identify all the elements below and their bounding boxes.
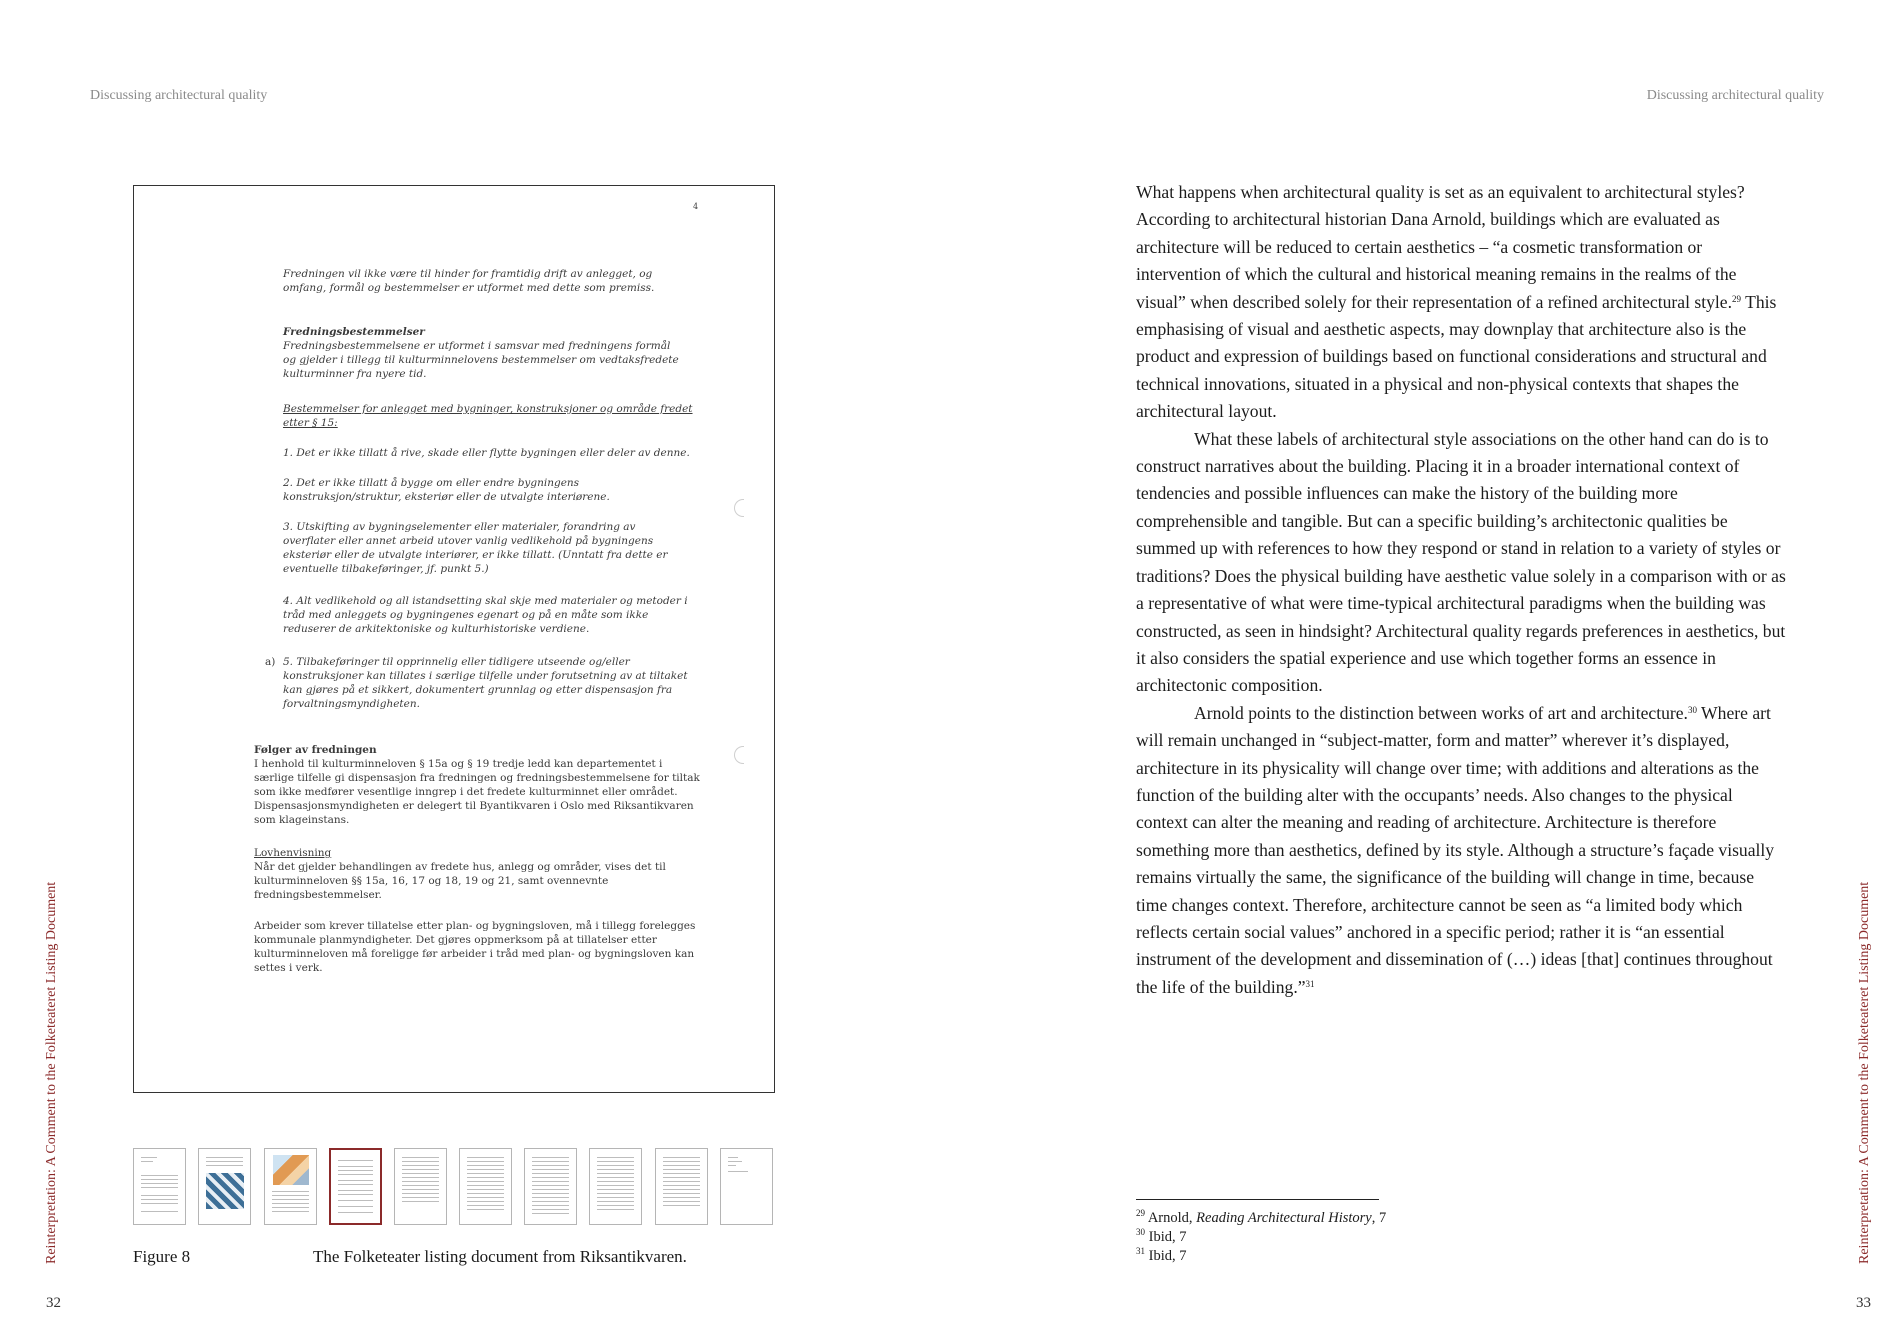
scan-punch-hole: [734, 499, 744, 517]
page-number-right: 33: [1856, 1295, 1871, 1311]
side-title-left: Reinterpretation: A Comment to the Folketeateret Listing Document: [44, 881, 59, 1264]
figure-label: Figure 8: [133, 1247, 191, 1266]
footnote-ref-30[interactable]: 30: [1687, 704, 1697, 715]
scan-item-5: 5. Tilbakeføringer til opprinnelig eller tidligere utseende og/eller konstruksjoner kan tillates i særlige tilfelle under forutsetning av at tiltaket kan gjøres på et sikkert, dokumentert grunnlag og etter dispensasjon fra forvaltningsmyndigheten.: [283, 656, 688, 710]
scan-paragraph-1: Fredningsbestemmelsene er utformet i samsvar med fredningens formål og gjelder i tillegg til kulturminnelovens bestemmelser om vedtaksfredete kulturminner fra nyere tid.: [283, 340, 679, 380]
footnote-31: $^{31}$ Ibid, 7: [1136, 1246, 1187, 1264]
scan-heading-lovhenvisning: Lovhenvisning: [254, 847, 332, 859]
page-number-left: 32: [46, 1295, 61, 1311]
thumbnail-page-8[interactable]: [589, 1148, 642, 1225]
thumbnail-page-9[interactable]: [655, 1148, 708, 1225]
footnote-rule: [1136, 1199, 1379, 1200]
scan-item-5-marker: a): [265, 656, 276, 668]
scan-heading-bestemmelser: Bestemmelser for anlegget med bygninger, konstruksjoner og område fredet etter § 15:: [283, 403, 693, 429]
thumbnail-plan-image: [273, 1155, 309, 1185]
scan-paragraph-5: Arbeider som krever tillatelse etter plan- og bygningsloven, må i tillegg forelegges kommunale planmyndigheter. Det gjøres oppmerksom på at tillatelser etter kulturminneloven må foreligge før arbeider i tråd med plan- og bygningsloven kan settes i verk.: [254, 920, 696, 974]
thumbnail-page-3[interactable]: [264, 1148, 317, 1225]
scan-page-number: 4: [693, 202, 699, 211]
running-head-left: Discussing architectural quality: [90, 88, 268, 103]
body-text: [1136, 179, 1786, 1001]
scan-paragraph-3: I henhold til kulturminneloven § 15a og § 19 tredje ledd kan departementet i særlige tilfelle gi dispensasjon fra fredningen og fredningsbestemmelsene for tiltak som ikke medfører vesentlige inngrep i det fredete kulturminnet eller området. Dispensasjonsmyndigheten er delegert til Byantikvaren i Oslo med Riksantikvaren som klageinstans.: [254, 758, 700, 826]
scan-punch-hole: [734, 746, 744, 764]
paragraph-1: What happens when architectural quality is set as an equivalent to architectural styles? According to architectural historian Dana Arnold, buildings which are evaluated as architecture will be reduced to certain aesthetics – “a cosmetic transformation or intervention of which the cultural and historical meaning remains in the realms of the visual” when described solely for their representation of a refined architectural style.$^{29}$ This emphasising of visual and aesthetic aspects, may downplay that architecture also is the product and expression of buildings based on functional considerations and structural and technical innovations, situated in a physical and non-physical contexts that shapes the architectural layout.: [1136, 182, 1777, 422]
thumbnail-page-4-selected[interactable]: [329, 1148, 382, 1225]
thumbnail-page-10[interactable]: [720, 1148, 773, 1225]
scan-item-1: 1. Det er ikke tillatt å rive, skade eller flytte bygningen eller deler av denne.: [283, 447, 690, 459]
running-head-right: Discussing architectural quality: [1646, 88, 1824, 103]
listing-document-scan: [133, 185, 775, 1093]
scan-item-3: 3. Utskifting av bygningselementer eller materialer, forandring av overflater eller annet arbeid utover vanlig vedlikehold på bygningens eksteriør eller de utvalgte interiører, er ikke tillatt. (Unntatt fra dette er eventuelle tilbakeføringer, jf. punkt 5.): [283, 521, 668, 575]
thumbnail-page-5[interactable]: [394, 1148, 447, 1225]
footnote-29: $^{29}$ Arnold, Reading Architectural History, 7: [1136, 1208, 1387, 1226]
scan-paragraph-4: Når det gjelder behandlingen av fredete hus, anlegg og områder, vises det til kulturminneloven §§ 15a, 16, 17 og 18, 19 og 21, samt ovennevnte fredningsbestemmelser.: [254, 861, 666, 901]
thumbnail-page-2[interactable]: [198, 1148, 251, 1225]
paragraph-3: Arnold points to the distinction between works of art and architecture.$^{30}$ Where art will remain unchanged in “subject-matter, form and matter” wherever it’s displayed, architecture in its physicality will change over time; with additions and alterations as the function of the building alter with the occupants’ needs. Also changes to the physical context can alter the meaning and reading of architecture. Architecture is therefore something more than aesthetics, defined by its style. Although a structure’s façade visually remains virtually the same, the significance of the building will change in time, because time changes context. Therefore, architecture cannot be seen as “a limited body which reflects certain social values” anchored in a specific period; rather it is “an essential instrument of the development and dissemination of (…) ideas [that] continues throughout the life of the building.”$^{31}$: [1136, 702, 1775, 997]
footnote-ref-31[interactable]: 31: [1305, 978, 1315, 989]
scan-intro: Fredningen vil ikke være til hinder for framtidig drift av anlegget, og omfang, formål og bestemmelser er utformet med dette som premiss.: [283, 268, 655, 294]
thumbnail-page-6[interactable]: [459, 1148, 512, 1225]
scan-heading-fredningsbestemmelser: Fredningsbestemmelser: [283, 326, 425, 338]
scan-heading-folger: Følger av fredningen: [254, 744, 377, 756]
side-title-right: Reinterpretation: A Comment to the Folketeateret Listing Document: [1857, 881, 1872, 1264]
scan-item-2: 2. Det er ikke tillatt å bygge om eller endre bygningens konstruksjon/struktur, eksteriør eller de utvalgte interiørene.: [283, 477, 610, 503]
footnote-30: $^{30}$ Ibid, 7: [1136, 1227, 1187, 1245]
footnote-ref-29[interactable]: 29: [1732, 293, 1741, 304]
thumbnail-map-image: [206, 1173, 244, 1209]
thumbnail-page-1[interactable]: [133, 1148, 186, 1225]
figure-caption: The Folketeater listing document from Riksantikvaren.: [313, 1247, 687, 1266]
scan-item-4: 4. Alt vedlikehold og all istandsetting skal skje med materialer og metoder i tråd med anleggets og bygningenes egenart og på en måte som ikke reduserer de arkitektoniske og kulturhistoriske verdiene.: [283, 595, 688, 635]
thumbnail-page-7[interactable]: [524, 1148, 577, 1225]
paragraph-2: What these labels of architectural style associations on the other hand can do is to construct narratives about the building. Placing it in a broader international context of tendencies and possible influences can make the history of the building more comprehensible and tangible. But can a specific building’s architectonic qualities be summed up with references to how they respond or stand in relation to a variety of styles or traditions? Does the physical building have aesthetic value solely in a comparison with or as a representative of what were time-typical architectural paradigms when the building was constructed, as seen in hindsight? Architectural quality regards preferences in aesthetics, but it also considers the spatial experience and use which together forms an essence in architectonic composition.: [1136, 428, 1786, 696]
